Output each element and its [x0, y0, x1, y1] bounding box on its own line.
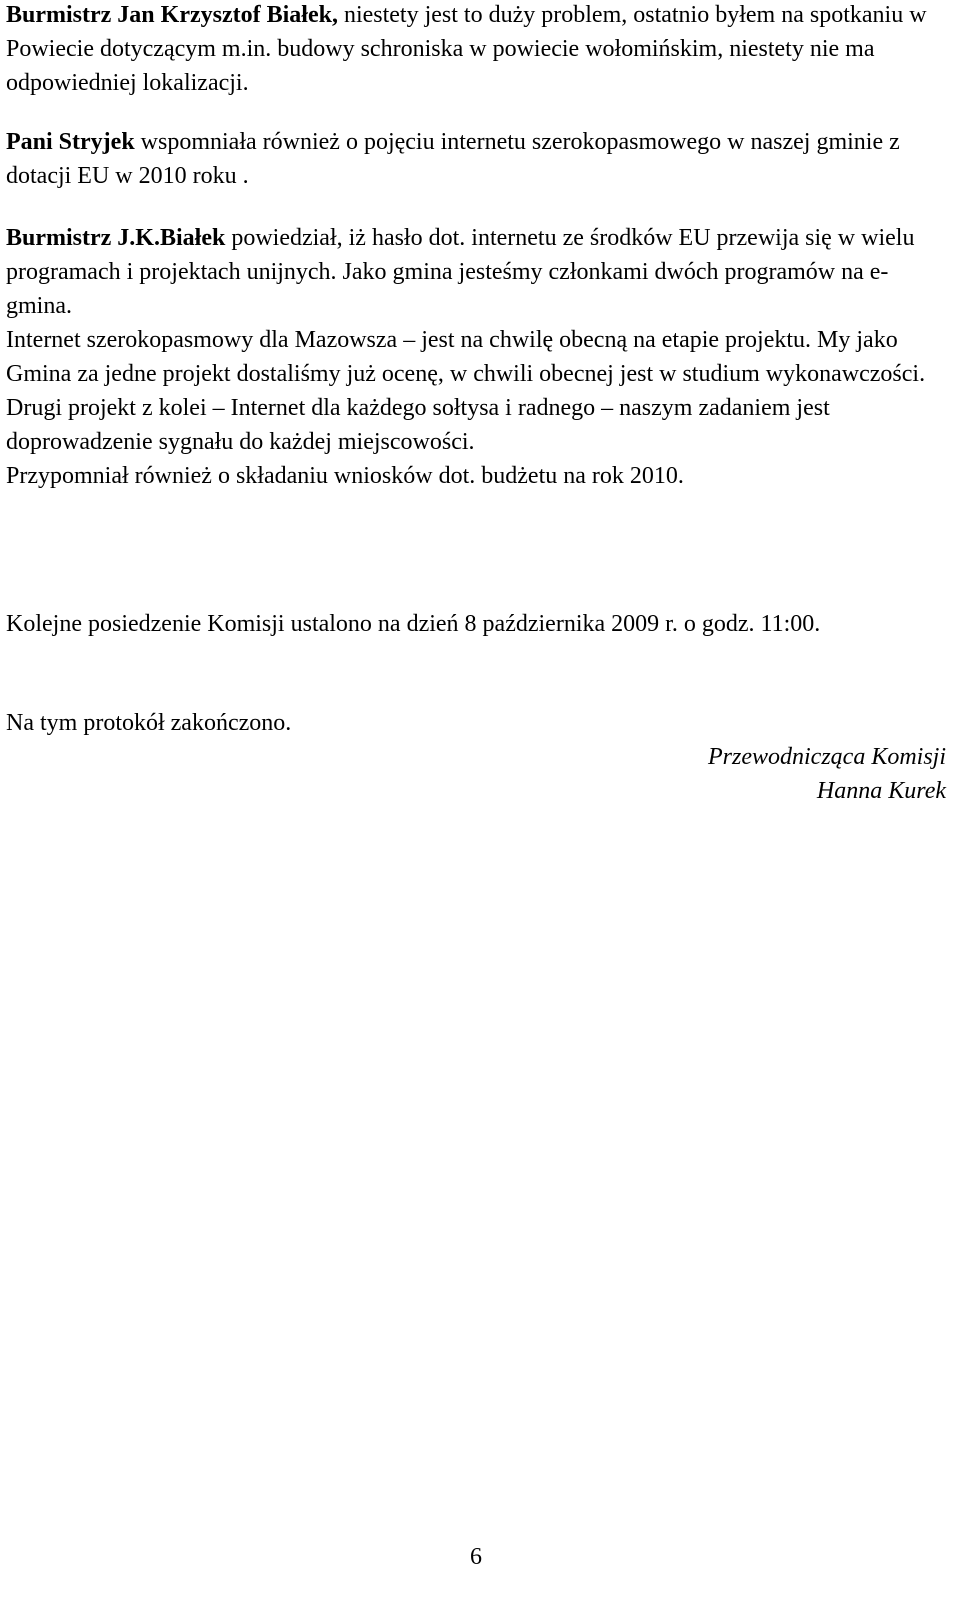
speaker-name: Pani Stryjek: [6, 129, 135, 155]
speaker-name: Burmistrz Jan Krzysztof Białek,: [6, 2, 338, 28]
paragraph-text: wspomniała również o pojęciu internetu szerokopasmowego w naszej gminie z dotacji EU w 2010 roku .: [6, 129, 900, 189]
paragraph-line: Przypomniał również o składaniu wniosków dot. budżetu na rok 2010.: [6, 463, 684, 489]
paragraph-burmistrz-internet: [6, 221, 942, 493]
paragraph-pani-stryjek: [6, 125, 942, 193]
paragraph-line: [6, 221, 942, 323]
paragraph-next-meeting: Kolejne posiedzenie Komisji ustalono na dzień 8 października 2009 r. o godz. 11:00.: [6, 611, 821, 637]
document-page: [6, 0, 946, 1616]
signature-name: Hanna Kurek: [816, 778, 946, 804]
page-number: 6: [470, 1544, 482, 1570]
paragraph-burmistrz-schronisko: [6, 0, 942, 100]
paragraph-closing: Na tym protokół zakończono.: [6, 710, 292, 736]
paragraph-line: Internet szerokopasmowy dla Mazowsza – jest na chwilę obecną na etapie projektu. My jako Gmina za jedne projekt dostaliśmy już ocenę, w chwili obecnej jest w studium wykonawczości.: [6, 327, 926, 387]
paragraph-text: powiedział, iż hasło dot. internetu ze środków EU przewija się w wielu programach i projektach unijnych. Jako gmina jesteśmy członkami dwóch programów na e-gmina.: [6, 225, 915, 319]
paragraph-line: Drugi projekt z kolei – Internet dla każdego sołtysa i radnego – naszym zadaniem jest doprowadzenie sygnału do każdej miejscowości.: [6, 395, 830, 455]
signature-role: Przewodnicząca Komisji: [708, 744, 946, 770]
paragraph-text: niestety jest to duży problem, ostatnio byłem na spotkaniu w Powiecie dotyczącym m.in. budowy schroniska w powiecie wołomińskim, niestety nie ma odpowiedniej lokalizacji.: [6, 2, 927, 96]
speaker-name: Burmistrz J.K.Białek: [6, 225, 226, 251]
